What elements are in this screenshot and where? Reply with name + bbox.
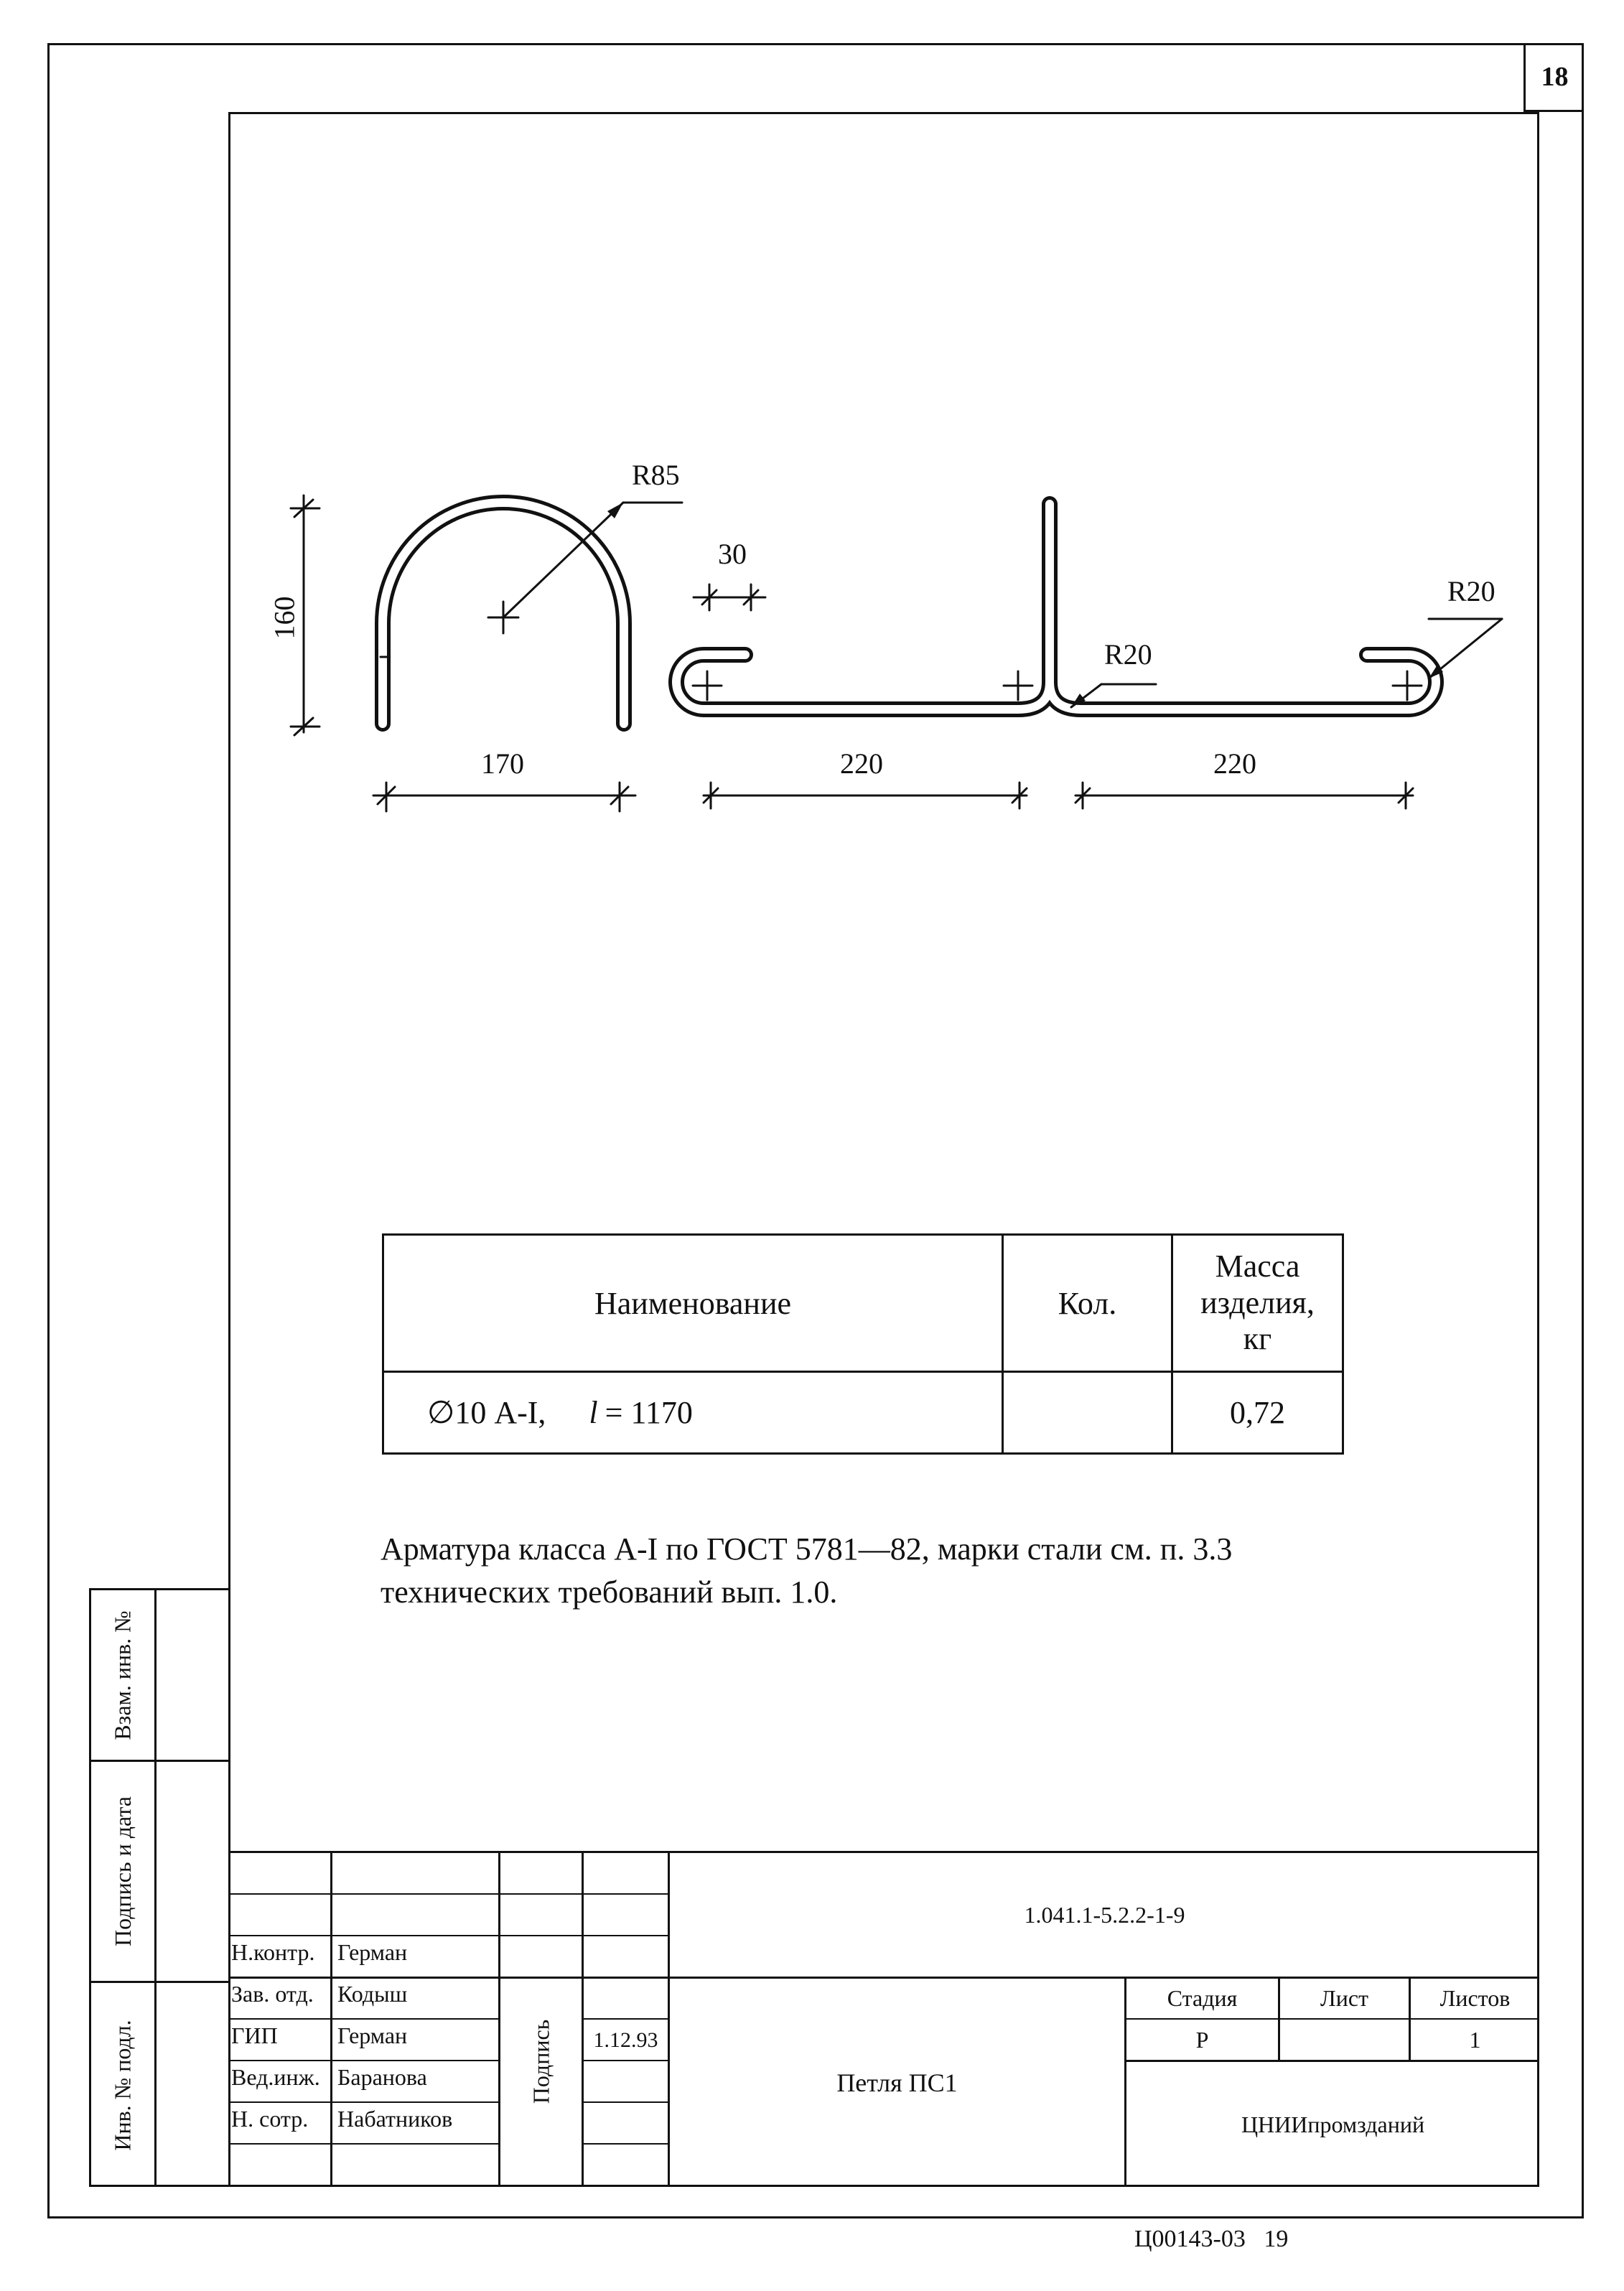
organization: ЦНИИпромзданий xyxy=(1241,2111,1425,2137)
side-stamp xyxy=(89,1588,228,2187)
note xyxy=(381,1528,1232,1614)
role-zav-otd: Зав. отд. xyxy=(231,1981,314,2007)
sheet-label: Лист xyxy=(1320,1985,1368,2011)
role-n-kontr: Н.контр. xyxy=(231,1939,315,1965)
hook-right-length-label: 220 xyxy=(1213,747,1256,780)
hook-right-radius-label: R20 xyxy=(1447,575,1495,607)
name-gip: Герман xyxy=(337,2022,408,2048)
row-length: = 1170 xyxy=(605,1395,693,1430)
sheet-value xyxy=(1280,2020,1409,2060)
product-name: Петля ПС1 xyxy=(836,2068,958,2097)
inv-podl-label: Инв. № подл. xyxy=(109,2019,136,2151)
hook-center-radius-label: R20 xyxy=(1104,638,1152,671)
row-qty xyxy=(1004,1373,1171,1452)
podpis-data-wrap xyxy=(91,1762,154,1981)
name-n-sotr: Набатников xyxy=(337,2106,453,2132)
title-block xyxy=(228,1851,1539,2187)
note-line-1: Арматура класса А-I по ГОСТ 5781—82, марки стали см. п. 3.3 xyxy=(381,1531,1233,1567)
inv-podl-wrap xyxy=(91,1983,154,2187)
sheet-number: 18 xyxy=(1523,43,1584,112)
loop-width-label: 170 xyxy=(481,747,524,780)
signature-wrap xyxy=(500,1979,582,2144)
document-code: 1.041.1-5.2.2-1-9 xyxy=(1024,1901,1185,1928)
name-ved-inzh: Баранова xyxy=(337,2064,427,2090)
stage-value: Р xyxy=(1195,2026,1209,2053)
stage-label: Стадия xyxy=(1167,1985,1238,2011)
role-gip: ГИП xyxy=(231,2022,278,2048)
spec-table xyxy=(382,1233,1344,1455)
header-mass: Масса изделия, кг xyxy=(1200,1249,1315,1357)
sheets-value: 1 xyxy=(1469,2026,1481,2053)
footer-code: Ц00143-03 19 xyxy=(1134,2226,1289,2252)
row-mass: 0,72 xyxy=(1230,1395,1285,1430)
header-qty: Кол. xyxy=(1058,1285,1117,1321)
vzam-label: Взам. инв. № xyxy=(109,1610,136,1740)
row-item xyxy=(427,1373,693,1452)
hook-left-length-label: 220 xyxy=(840,747,883,780)
role-n-sotr: Н. сотр. xyxy=(231,2106,309,2132)
name-n-kontr: Герман xyxy=(337,1939,408,1965)
loop-radius-label: R85 xyxy=(632,459,680,491)
date: 1.12.93 xyxy=(593,2028,658,2052)
role-ved-inzh: Вед.инж. xyxy=(231,2064,320,2090)
hook-bar xyxy=(676,504,1436,709)
row-length-symbol: l xyxy=(589,1395,598,1430)
name-zav-otd: Кодыш xyxy=(337,1981,408,2007)
loop-height-label-wrap xyxy=(270,596,299,639)
vzam-wrap xyxy=(91,1590,154,1760)
header-name: Наименование xyxy=(594,1285,792,1321)
sheets-label: Листов xyxy=(1439,1985,1511,2011)
note-line-2: технических требований вып. 1.0. xyxy=(381,1574,838,1610)
loop-height-label: 160 xyxy=(268,596,301,639)
podpis-data-label: Подпись и дата xyxy=(109,1796,136,1946)
row-diameter: ∅10 А-I, xyxy=(427,1395,546,1430)
hook-offset-label: 30 xyxy=(718,538,747,570)
signature-label: Подпись xyxy=(528,2019,554,2104)
